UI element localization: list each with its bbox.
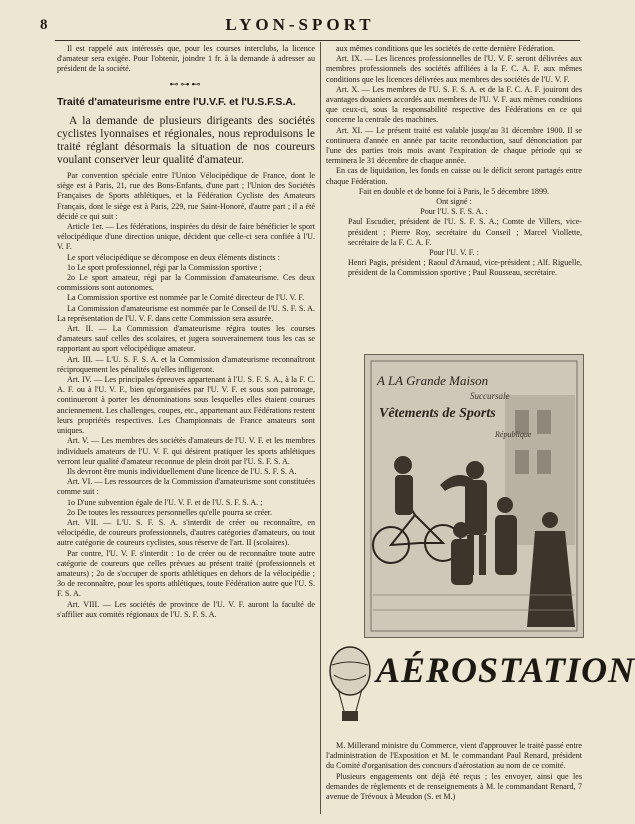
signature-date: Fait en double et de bonne foi à Paris, le 5 décembre 1899. — [358, 186, 550, 196]
article-paragraph: Art. IV. — Les principales épreuves appartenant à l'U. S. F. S. A., à la F. C. A. F. ou à l'U. V. F., bien qu'organisées par l'U. V. F. et sous son patronage, continueront à porter les dénominations sous lesquelles elles étaient courues anciennement. Les challenges, coupes, etc., appartenant aux Fédérations restent leurs propriétés respectives. Les Championnats de France amateurs sont uniques. — [57, 375, 315, 436]
sports-clothing-engraving — [365, 355, 583, 637]
lead-paragraph: A la demande de plusieurs dirigeants des sociétés cyclistes lyonnaises et régionales, nous reproduisons le traité réglant désormais la situation de nos coureurs voulant conserver leur qualité d'amateur. — [57, 115, 315, 167]
aerostation-title: AÉROSTATION — [376, 650, 635, 690]
article-paragraph: 2o Le sport amateur, régi par la Commission d'amateurisme. Ces deux commissions sont autonomes. — [57, 273, 315, 293]
article-paragraph: Par contre, l'U. V. F. s'interdit : 1o de créer ou de reconnaître toute autre catégorie de coureurs que celles prévues au présent traité (professionnels et amateurs) ; 2o de s'occuper de sports athlétiques en dehors de la vélocipédie ; 3o de reconnaître, pour les sports athlétiques, toute Fédération autre que l'U. S. F. S. A. — [57, 548, 315, 599]
article-paragraph: Art. X. — Les membres de l'U. S. F. S. A. et de la F. C. A. F. jouiront des avantages douaniers accordés aux membres de l'U. V. F. aux mêmes conditions que ceux-ci, sous la responsabilité respective des Fédérations en ce qui concerne la centrale des machines. — [326, 84, 582, 125]
section-title: Traité d'amateurisme entre l'U.V.F. et l'U.S.F.S.A. — [57, 95, 296, 108]
masthead-title: LYON-SPORT — [225, 15, 375, 34]
aero-paragraph: Plusieurs engagements ont déjà été reçus ; les envoyer, ainsi que les demandes de règlements et de renseignements à M. le commandant Renard, 7 avenue de Trévoux à Meudon (S. et M.) — [326, 771, 582, 802]
uvf-signers: Henri Pagis, président ; Raoul d'Arnaud, vice-président ; Alf. Riguelle, président de la Commission sportive ; Paul Rousseau, secrétaire. — [348, 258, 582, 278]
article-paragraph: Le sport vélocipédique se décompose en deux éléments distincts : — [67, 252, 280, 262]
article-paragraph: Art. VIII. — Les sociétés de province de l'U. V. F. auront la faculté de s'affilier aux comités régionaux de l'U. S. F. S. A. — [57, 599, 315, 619]
article-paragraph: Par convention spéciale entre l'Union Vélocipédique de France, dont le siège est à Paris, 21, rue des Bons-Enfants, d'une part ; l'Union des Sociétés Françaises de Sports athlétiques, et la Fédération Cycliste des Amateurs Français, dont le siège est à Paris, 229, rue Saint-Honoré, d'autre part ; il a été décidé ce qui suit : — [57, 171, 315, 221]
article-paragraph: 1o D'une subvention égale de l'U. V. F. et de l'U. S. F. S. A. ; — [67, 497, 263, 507]
article-paragraph: 2o De toutes les ressources personnelles qu'elle pourra se créer. — [67, 507, 273, 517]
aerostation-header — [326, 645, 635, 737]
article-paragraph: Art. V. — Les membres des sociétés d'amateurs de l'U. V. F. et les membres individuels amateurs de l'U. V. F. qui désirent pratiquer les sports athlétiques verront leur qualité d'amateur reconnue de plein droit par l'U. S. F. S. A. — [57, 436, 315, 466]
article-paragraph: Article 1er. — Les fédérations, inspirées du désir de faire bénéficier le sport vélocipédique d'une direction unique, décident que celle-ci sera confiée à l'U. V. F. — [57, 222, 315, 252]
header-rule — [55, 40, 580, 41]
article-paragraph: Art. III. — L'U. S. F. S. A. et la Commission d'amateurisme reconnaîtront réciproquement les pénalités qu'elles infligeront. — [57, 354, 315, 374]
advertisement-illustration — [364, 354, 584, 638]
uvf-label: Pour l'U. V. F. : — [429, 248, 479, 258]
right-column — [326, 44, 582, 279]
aero-paragraph: M. Millerand ministre du Commerce, vient d'approuver le traité passé entre l'administration de l'Exposition et M. le commandant Paul Renard, président du Comité d'organisation des concours d'aérostation au nom de ce comité. — [326, 741, 582, 771]
article-paragraph: 1o Le sport professionnel, régi par la Commission sportive ; — [67, 262, 262, 272]
svg-text:Vêtements de Sports: Vêtements de Sports — [379, 406, 496, 421]
signed-label: Ont signé : — [436, 197, 472, 207]
svg-text:Succursale: Succursale — [470, 391, 510, 401]
usfsa-signers: Paul Escudier, président de l'U. S. F. S. A.; Comte de Villers, vice-président ; Pierre Roy, secrétaire du Conseil ; Marcel Viollette, secrétaire de la F. C. A. F. — [348, 217, 582, 247]
aerostation-text — [326, 741, 582, 802]
article-paragraph: La Commission sportive est nommée par le Comité directeur de l'U. V. F. — [67, 293, 305, 303]
article-paragraph: La Commission d'amateurisme est nommée par le Conseil de l'U. S. F. S. A. La représentation de l'U. V. F. dans cette Commission sera assurée. — [57, 303, 315, 323]
usfsa-label: Pour l'U. S. F. S. A. : — [420, 207, 488, 217]
article-paragraph: aux mêmes conditions que les sociétés de cette dernière Fédération. — [336, 44, 555, 53]
svg-text:A LA Grande Maison: A LA Grande Maison — [377, 373, 489, 388]
article-paragraph: Art. II. — La Commission d'amateurisme régira toutes les courses d'amateurs sauf celles des scolaires, et jugera souverainement tous les cas se rapportant au sport vélocipédique amateur. — [57, 324, 315, 354]
svg-text:République: République — [495, 430, 532, 439]
article-paragraph: Art. VII. — L'U. S. F. S. A. s'interdit de créer ou reconnaître, en vélocipédie, de coureurs professionnels, d'autres catégories d'amateurs, ou tout autre catégorie de coureurs cyclistes, sous réserve de l'art. II (scolaires). — [57, 517, 315, 548]
article-paragraph: En cas de liquidation, les fonds en caisse ou le déficit seront partagés entre chaque Fédération. — [326, 166, 582, 186]
article-paragraph: Art. IX. — Les licences professionnelles de l'U. V. F. seront délivrées aux membres professionnels des sociétés affiliées à la F. C. A. F. aux mêmes conditions que les licences délivrées aux membres des sociétés de l'U. V. F. — [326, 54, 582, 84]
intro-paragraph: Il est rappelé aux intéressés que, pour les courses interclubs, la licence d'amateur sera exigée. Pour l'obtenir, joindre 1 fr. à la demande à adresser au président de la société. — [57, 44, 315, 74]
article-paragraph: Art. XI. — Le présent traité est valable jusqu'au 31 décembre 1900. Il se continuera d'année en année par tacite reconduction, sauf dénonciation par l'une des parties trois mois avant l'expiration de chaque période qui se terminera le 31 décembre de chaque année. — [326, 125, 582, 166]
balloon-icon — [326, 645, 374, 731]
article-paragraph: Art. VI. — Les ressources de la Commission d'amateurisme sont constituées comme suit : — [57, 477, 315, 497]
page-number: 8 — [40, 17, 48, 33]
ornament-divider: ⊷⊶⊷ — [169, 78, 203, 89]
left-column — [57, 44, 315, 620]
article-paragraph: Ils devront être munis individuellement d'une licence de l'U. S. F. S. A. — [67, 466, 297, 476]
column-divider — [320, 42, 321, 814]
